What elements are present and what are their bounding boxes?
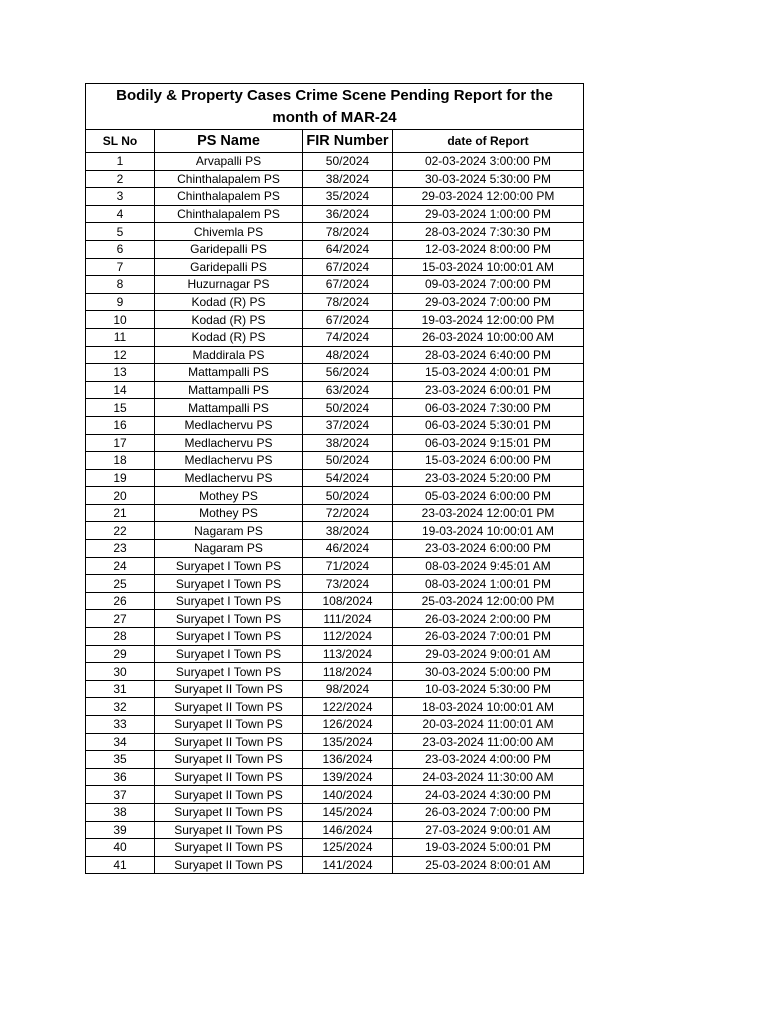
ps-name-cell: Suryapet I Town PS — [155, 645, 303, 663]
ps-name-cell: Suryapet II Town PS — [155, 839, 303, 857]
ps-name-cell: Kodad (R) PS — [155, 328, 303, 346]
table-row — [86, 328, 584, 346]
table-row — [86, 680, 584, 698]
ps-name-cell: Suryapet II Town PS — [155, 803, 303, 821]
table-row — [86, 821, 584, 839]
sl-no-cell: 16 — [86, 416, 155, 434]
table-row — [86, 575, 584, 593]
sl-no-cell: 31 — [86, 680, 155, 698]
fir-number-cell: 50/2024 — [303, 452, 393, 470]
sl-no-cell: 15 — [86, 399, 155, 417]
date-of-report-cell: 24-03-2024 11:30:00 AM — [393, 768, 584, 786]
fir-number-cell: 67/2024 — [303, 258, 393, 276]
ps-name-cell: Suryapet II Town PS — [155, 733, 303, 751]
report-title-line-1: Bodily & Property Cases Crime Scene Pending Report for the — [116, 86, 553, 104]
table-row — [86, 592, 584, 610]
fir-number-cell: 141/2024 — [303, 856, 393, 874]
date-of-report-cell: 08-03-2024 9:45:01 AM — [393, 557, 584, 575]
table-row — [86, 487, 584, 505]
ps-name-cell: Suryapet I Town PS — [155, 592, 303, 610]
date-of-report-cell: 18-03-2024 10:00:01 AM — [393, 698, 584, 716]
fir-number-cell: 98/2024 — [303, 680, 393, 698]
date-of-report-cell: 28-03-2024 7:30:30 PM — [393, 223, 584, 241]
date-of-report-cell: 06-03-2024 9:15:01 PM — [393, 434, 584, 452]
sl-no-cell: 13 — [86, 364, 155, 382]
fir-number-cell: 78/2024 — [303, 293, 393, 311]
date-of-report-cell: 25-03-2024 8:00:01 AM — [393, 856, 584, 874]
ps-name-cell: Suryapet II Town PS — [155, 680, 303, 698]
fir-number-cell: 56/2024 — [303, 364, 393, 382]
ps-name-cell: Garidepalli PS — [155, 258, 303, 276]
fir-number-cell: 36/2024 — [303, 205, 393, 223]
ps-name-cell: Mothey PS — [155, 504, 303, 522]
fir-number-cell: 35/2024 — [303, 188, 393, 206]
fir-number-cell: 108/2024 — [303, 592, 393, 610]
fir-number-cell: 67/2024 — [303, 311, 393, 329]
date-of-report-cell: 26-03-2024 2:00:00 PM — [393, 610, 584, 628]
fir-number-cell: 74/2024 — [303, 328, 393, 346]
ps-name-cell: Medlachervu PS — [155, 416, 303, 434]
fir-number-cell: 38/2024 — [303, 170, 393, 188]
date-of-report-cell: 26-03-2024 7:00:00 PM — [393, 803, 584, 821]
fir-number-cell: 126/2024 — [303, 716, 393, 734]
ps-name-cell: Medlachervu PS — [155, 469, 303, 487]
sl-no-cell: 22 — [86, 522, 155, 540]
sl-no-cell: 3 — [86, 188, 155, 206]
sl-no-cell: 33 — [86, 716, 155, 734]
date-of-report-cell: 19-03-2024 12:00:00 PM — [393, 311, 584, 329]
sl-no-cell: 8 — [86, 276, 155, 294]
table-row — [86, 645, 584, 663]
sl-no-cell: 34 — [86, 733, 155, 751]
sl-no-cell: 17 — [86, 434, 155, 452]
sl-no-cell: 4 — [86, 205, 155, 223]
sl-no-cell: 23 — [86, 540, 155, 558]
date-of-report-cell: 15-03-2024 4:00:01 PM — [393, 364, 584, 382]
date-of-report-cell: 30-03-2024 5:30:00 PM — [393, 170, 584, 188]
table-row — [86, 839, 584, 857]
ps-name-cell: Suryapet II Town PS — [155, 856, 303, 874]
table-row — [86, 416, 584, 434]
table-row — [86, 399, 584, 417]
table-row — [86, 170, 584, 188]
fir-number-cell: 38/2024 — [303, 522, 393, 540]
table-row — [86, 205, 584, 223]
fir-number-cell: 72/2024 — [303, 504, 393, 522]
ps-name-cell: Nagaram PS — [155, 540, 303, 558]
table-row — [86, 751, 584, 769]
fir-number-cell: 139/2024 — [303, 768, 393, 786]
ps-name-cell: Chinthalapalem PS — [155, 205, 303, 223]
ps-name-cell: Suryapet I Town PS — [155, 628, 303, 646]
fir-number-cell: 136/2024 — [303, 751, 393, 769]
table-row — [86, 540, 584, 558]
table-row — [86, 293, 584, 311]
table-row — [86, 452, 584, 470]
ps-name-cell: Mattampalli PS — [155, 381, 303, 399]
fir-number-cell: 113/2024 — [303, 645, 393, 663]
ps-name-cell: Garidepalli PS — [155, 240, 303, 258]
sl-no-cell: 12 — [86, 346, 155, 364]
date-of-report-cell: 25-03-2024 12:00:00 PM — [393, 592, 584, 610]
fir-number-cell: 67/2024 — [303, 276, 393, 294]
fir-number-cell: 146/2024 — [303, 821, 393, 839]
sl-no-cell: 38 — [86, 803, 155, 821]
column-header-sl-no: SL No — [86, 130, 155, 153]
sl-no-cell: 14 — [86, 381, 155, 399]
date-of-report-cell: 29-03-2024 1:00:00 PM — [393, 205, 584, 223]
table-row — [86, 803, 584, 821]
date-of-report-cell: 19-03-2024 5:00:01 PM — [393, 839, 584, 857]
table-row — [86, 786, 584, 804]
date-of-report-cell: 15-03-2024 6:00:00 PM — [393, 452, 584, 470]
fir-number-cell: 50/2024 — [303, 399, 393, 417]
fir-number-cell: 38/2024 — [303, 434, 393, 452]
date-of-report-cell: 20-03-2024 11:00:01 AM — [393, 716, 584, 734]
ps-name-cell: Chinthalapalem PS — [155, 188, 303, 206]
table-row — [86, 346, 584, 364]
table-body — [86, 153, 584, 874]
date-of-report-cell: 23-03-2024 6:00:00 PM — [393, 540, 584, 558]
date-of-report-cell: 29-03-2024 9:00:01 AM — [393, 645, 584, 663]
date-of-report-cell: 23-03-2024 6:00:01 PM — [393, 381, 584, 399]
fir-number-cell: 112/2024 — [303, 628, 393, 646]
report-title — [86, 84, 584, 130]
sl-no-cell: 11 — [86, 328, 155, 346]
table-row — [86, 434, 584, 452]
ps-name-cell: Mothey PS — [155, 487, 303, 505]
fir-number-cell: 145/2024 — [303, 803, 393, 821]
table-row — [86, 504, 584, 522]
ps-name-cell: Huzurnagar PS — [155, 276, 303, 294]
date-of-report-cell: 08-03-2024 1:00:01 PM — [393, 575, 584, 593]
sl-no-cell: 25 — [86, 575, 155, 593]
column-header-fir-number: FIR Number — [303, 130, 393, 153]
ps-name-cell: Medlachervu PS — [155, 452, 303, 470]
report-sheet — [85, 83, 583, 874]
date-of-report-cell: 28-03-2024 6:40:00 PM — [393, 346, 584, 364]
date-of-report-cell: 09-03-2024 7:00:00 PM — [393, 276, 584, 294]
pending-report-table — [85, 83, 584, 874]
ps-name-cell: Suryapet II Town PS — [155, 821, 303, 839]
sl-no-cell: 39 — [86, 821, 155, 839]
table-row — [86, 856, 584, 874]
ps-name-cell: Maddirala PS — [155, 346, 303, 364]
sl-no-cell: 32 — [86, 698, 155, 716]
sl-no-cell: 37 — [86, 786, 155, 804]
date-of-report-cell: 23-03-2024 4:00:00 PM — [393, 751, 584, 769]
fir-number-cell: 63/2024 — [303, 381, 393, 399]
fir-number-cell: 122/2024 — [303, 698, 393, 716]
sl-no-cell: 7 — [86, 258, 155, 276]
table-row — [86, 698, 584, 716]
table-row — [86, 381, 584, 399]
table-row — [86, 768, 584, 786]
ps-name-cell: Suryapet I Town PS — [155, 575, 303, 593]
date-of-report-cell: 05-03-2024 6:00:00 PM — [393, 487, 584, 505]
table-row — [86, 276, 584, 294]
fir-number-cell: 50/2024 — [303, 487, 393, 505]
table-row — [86, 733, 584, 751]
date-of-report-cell: 06-03-2024 7:30:00 PM — [393, 399, 584, 417]
sl-no-cell: 1 — [86, 153, 155, 171]
table-row — [86, 469, 584, 487]
table-row — [86, 240, 584, 258]
sl-no-cell: 19 — [86, 469, 155, 487]
sl-no-cell: 24 — [86, 557, 155, 575]
table-row — [86, 610, 584, 628]
fir-number-cell: 64/2024 — [303, 240, 393, 258]
date-of-report-cell: 24-03-2024 4:30:00 PM — [393, 786, 584, 804]
sl-no-cell: 27 — [86, 610, 155, 628]
ps-name-cell: Suryapet II Town PS — [155, 786, 303, 804]
ps-name-cell: Nagaram PS — [155, 522, 303, 540]
date-of-report-cell: 23-03-2024 5:20:00 PM — [393, 469, 584, 487]
column-header-date-of-report: date of Report — [393, 130, 584, 153]
date-of-report-cell: 26-03-2024 10:00:00 AM — [393, 328, 584, 346]
date-of-report-cell: 30-03-2024 5:00:00 PM — [393, 663, 584, 681]
sl-no-cell: 18 — [86, 452, 155, 470]
ps-name-cell: Suryapet II Town PS — [155, 698, 303, 716]
sl-no-cell: 21 — [86, 504, 155, 522]
sl-no-cell: 5 — [86, 223, 155, 241]
date-of-report-cell: 19-03-2024 10:00:01 AM — [393, 522, 584, 540]
sl-no-cell: 9 — [86, 293, 155, 311]
sl-no-cell: 2 — [86, 170, 155, 188]
ps-name-cell: Kodad (R) PS — [155, 293, 303, 311]
fir-number-cell: 78/2024 — [303, 223, 393, 241]
ps-name-cell: Kodad (R) PS — [155, 311, 303, 329]
ps-name-cell: Suryapet II Town PS — [155, 751, 303, 769]
table-row — [86, 716, 584, 734]
table-row — [86, 223, 584, 241]
fir-number-cell: 71/2024 — [303, 557, 393, 575]
fir-number-cell: 50/2024 — [303, 153, 393, 171]
date-of-report-cell: 29-03-2024 7:00:00 PM — [393, 293, 584, 311]
sl-no-cell: 41 — [86, 856, 155, 874]
sl-no-cell: 30 — [86, 663, 155, 681]
date-of-report-cell: 23-03-2024 11:00:00 AM — [393, 733, 584, 751]
ps-name-cell: Suryapet I Town PS — [155, 610, 303, 628]
fir-number-cell: 46/2024 — [303, 540, 393, 558]
ps-name-cell: Suryapet II Town PS — [155, 716, 303, 734]
ps-name-cell: Suryapet I Town PS — [155, 557, 303, 575]
table-row — [86, 663, 584, 681]
fir-number-cell: 37/2024 — [303, 416, 393, 434]
fir-number-cell: 125/2024 — [303, 839, 393, 857]
date-of-report-cell: 06-03-2024 5:30:01 PM — [393, 416, 584, 434]
sl-no-cell: 26 — [86, 592, 155, 610]
date-of-report-cell: 26-03-2024 7:00:01 PM — [393, 628, 584, 646]
date-of-report-cell: 27-03-2024 9:00:01 AM — [393, 821, 584, 839]
fir-number-cell: 118/2024 — [303, 663, 393, 681]
table-row — [86, 364, 584, 382]
ps-name-cell: Chinthalapalem PS — [155, 170, 303, 188]
ps-name-cell: Suryapet II Town PS — [155, 768, 303, 786]
table-row — [86, 557, 584, 575]
ps-name-cell: Medlachervu PS — [155, 434, 303, 452]
date-of-report-cell: 15-03-2024 10:00:01 AM — [393, 258, 584, 276]
sl-no-cell: 35 — [86, 751, 155, 769]
date-of-report-cell: 23-03-2024 12:00:01 PM — [393, 504, 584, 522]
sl-no-cell: 29 — [86, 645, 155, 663]
sl-no-cell: 10 — [86, 311, 155, 329]
date-of-report-cell: 12-03-2024 8:00:00 PM — [393, 240, 584, 258]
fir-number-cell: 73/2024 — [303, 575, 393, 593]
table-row — [86, 522, 584, 540]
table-row — [86, 311, 584, 329]
date-of-report-cell: 10-03-2024 5:30:00 PM — [393, 680, 584, 698]
ps-name-cell: Arvapalli PS — [155, 153, 303, 171]
sl-no-cell: 36 — [86, 768, 155, 786]
table-row — [86, 628, 584, 646]
table-header-row — [86, 130, 584, 153]
fir-number-cell: 48/2024 — [303, 346, 393, 364]
fir-number-cell: 54/2024 — [303, 469, 393, 487]
ps-name-cell: Chivemla PS — [155, 223, 303, 241]
table-row — [86, 258, 584, 276]
date-of-report-cell: 02-03-2024 3:00:00 PM — [393, 153, 584, 171]
sl-no-cell: 6 — [86, 240, 155, 258]
fir-number-cell: 111/2024 — [303, 610, 393, 628]
fir-number-cell: 140/2024 — [303, 786, 393, 804]
table-row — [86, 153, 584, 171]
fir-number-cell: 135/2024 — [303, 733, 393, 751]
sl-no-cell: 20 — [86, 487, 155, 505]
sl-no-cell: 28 — [86, 628, 155, 646]
ps-name-cell: Mattampalli PS — [155, 364, 303, 382]
column-header-ps-name: PS Name — [155, 130, 303, 153]
report-title-line-2: month of MAR-24 — [272, 108, 397, 126]
ps-name-cell: Mattampalli PS — [155, 399, 303, 417]
table-row — [86, 188, 584, 206]
ps-name-cell: Suryapet I Town PS — [155, 663, 303, 681]
date-of-report-cell: 29-03-2024 12:00:00 PM — [393, 188, 584, 206]
sl-no-cell: 40 — [86, 839, 155, 857]
